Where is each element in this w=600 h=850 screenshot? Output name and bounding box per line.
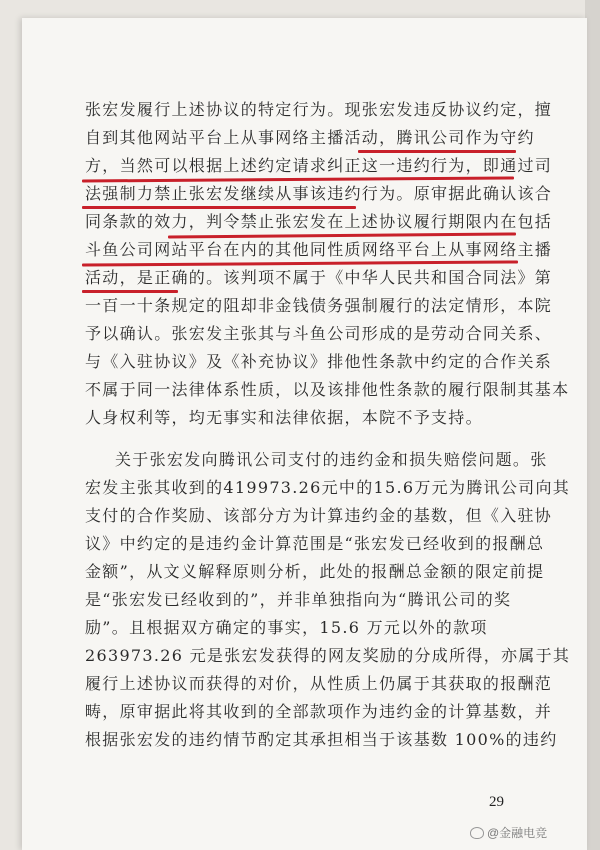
text-line: 支付的合作奖励、该部分方为计算违约金的基数，但《入驻协 (85, 506, 553, 525)
text-line: 同条款的效力，判令禁止张宏发在上述协议履行期限内在包括 (85, 212, 553, 231)
text-line: 根据张宏发的违约情节酌定其承担相当于该基数 100%的违约 (85, 730, 558, 749)
watermark-text: @金融电竞 (487, 826, 548, 840)
page-number: 29 (489, 794, 504, 810)
text-line: 人身权利等，均无事实和法律依据，本院不予支持。 (85, 408, 483, 427)
text-line: 宏发主张其收到的419973.26元中的15.6万元为腾讯公司向其 (85, 478, 571, 497)
text-line: 斗鱼公司网站平台在内的其他同性质网络平台上从事网络主播 (85, 240, 553, 259)
red-underline (82, 206, 356, 209)
text-line: 履行上述协议而获得的对价，从性质上仍属于其获取的报酬范 (85, 674, 553, 693)
text-line: 励”。且根据双方确定的事实，15.6 万元以外的款项 (85, 618, 488, 637)
text-line: 张宏发履行上述协议的特定行为。现张宏发违反协议约定，擅 (85, 100, 553, 119)
text-line: 活动，是正确的。该判项不属于《中华人民共和国合同法》第 (85, 268, 553, 287)
paragraph-first-line: 关于张宏发向腾讯公司支付的违约金和损失赔偿问题。张 (115, 450, 548, 469)
watermark (470, 824, 547, 841)
text-line: 自到其他网站平台上从事网络主播活动，腾讯公司作为守约 (85, 128, 535, 147)
text-line: 263973.26 元是张宏发获得的网友奖励的分成所得，亦属于其 (85, 646, 571, 665)
text-line: 是“张宏发已经收到的”，并非单独指向为“腾讯公司的奖 (85, 590, 512, 609)
text-line: 一百一十条规定的阻却非金钱债务强制履行的法定情形，本院 (85, 296, 553, 315)
text-line: 法强制力禁止张宏发继续从事该违约行为。原审据此确认该合 (85, 184, 553, 203)
text-line: 畴，原审据此将其收到的全部款项作为违约金的计算基数，并 (85, 702, 553, 721)
background-page-edge (585, 0, 600, 850)
text-line: 与《入驻协议》及《补充协议》排他性条款中约定的合作关系 (85, 352, 553, 371)
red-underline (358, 150, 516, 153)
text-line: 议》中约定的是违约金计算范围是“张宏发已经收到的报酬总 (85, 534, 545, 553)
weibo-icon (470, 827, 484, 839)
text-line: 予以确认。张宏发主张其与斗鱼公司形成的是劳动合同关系、 (85, 324, 553, 343)
red-underline (82, 290, 178, 293)
text-line: 金额”，从文义解释原则分析，此处的报酬总金额的限定前提 (85, 562, 545, 581)
text-line: 方，当然可以根据上述约定请求纠正这一违约行为，即通过司 (85, 156, 553, 175)
text-line: 不属于同一法律体系性质，以及该排他性条款的履行限制其基本 (85, 380, 570, 399)
